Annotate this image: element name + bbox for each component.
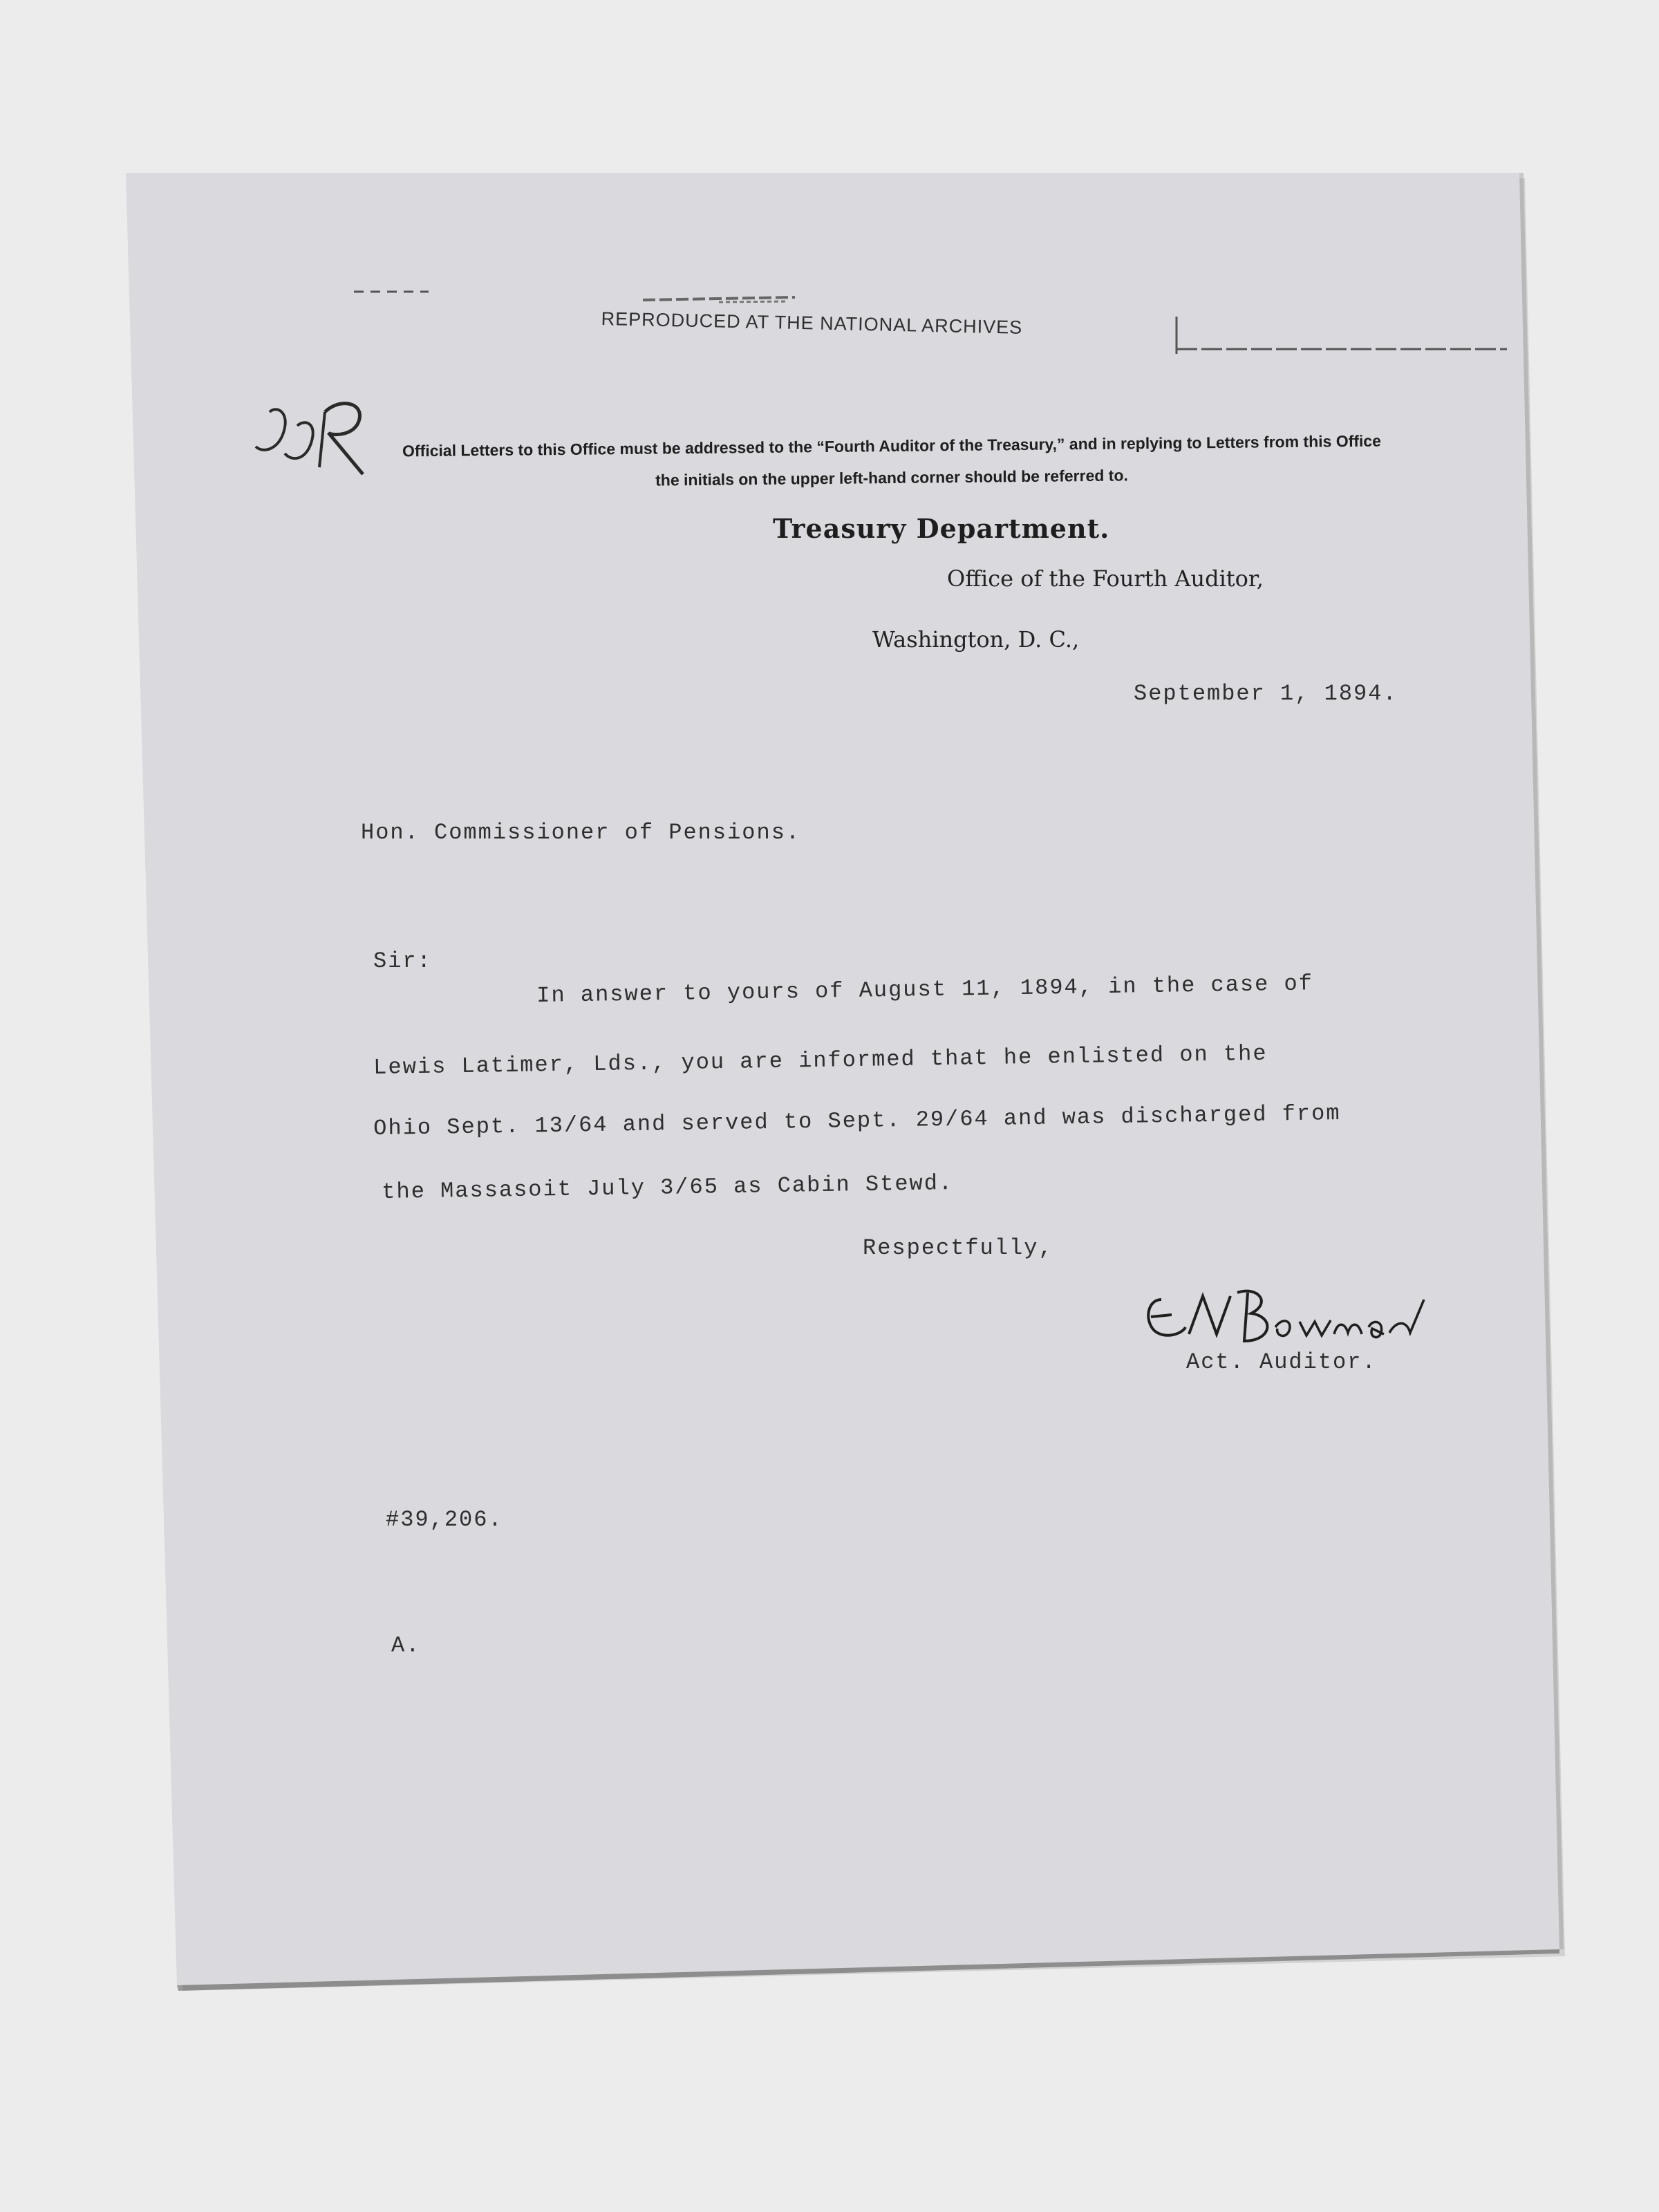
place-heading: Washington, D. C., xyxy=(872,626,1080,653)
body-line-2: Lewis Latimer, Lds., you are informed that he enlisted on the xyxy=(373,1040,1268,1080)
addressing-notice-line-1: Official Letters to this Office must be addressed to the “Fourth Auditor of the Treasury,” and in replying to Letters from this Office xyxy=(402,431,1382,460)
closing: Respectfully, xyxy=(863,1235,1053,1261)
typist-initial: A. xyxy=(391,1633,421,1658)
salutation: Sir: xyxy=(373,948,432,974)
office-heading: Office of the Fourth Auditor, xyxy=(947,565,1264,592)
letter-date: September 1, 1894. xyxy=(1134,681,1398,706)
body-line-4: the Massasoit July 3/65 as Cabin Stewd. xyxy=(382,1170,954,1205)
signer-title: Act. Auditor. xyxy=(1186,1349,1377,1375)
addressing-notice-line-2: the initials on the upper left-hand corner should be referred to. xyxy=(655,466,1128,489)
file-number: #39,206. xyxy=(386,1507,503,1533)
archives-stamp: REPRODUCED AT THE NATIONAL ARCHIVES xyxy=(601,308,1023,338)
body-line-1: In answer to yours of August 11, 1894, in the case of xyxy=(536,971,1314,1009)
signature-drawing xyxy=(1134,1279,1452,1355)
body-line-3: Ohio Sept. 13/64 and served to Sept. 29/64 and was discharged from xyxy=(373,1100,1341,1141)
department-heading: Treasury Department. xyxy=(773,513,1110,544)
addressee: Hon. Commissioner of Pensions. xyxy=(361,820,801,845)
